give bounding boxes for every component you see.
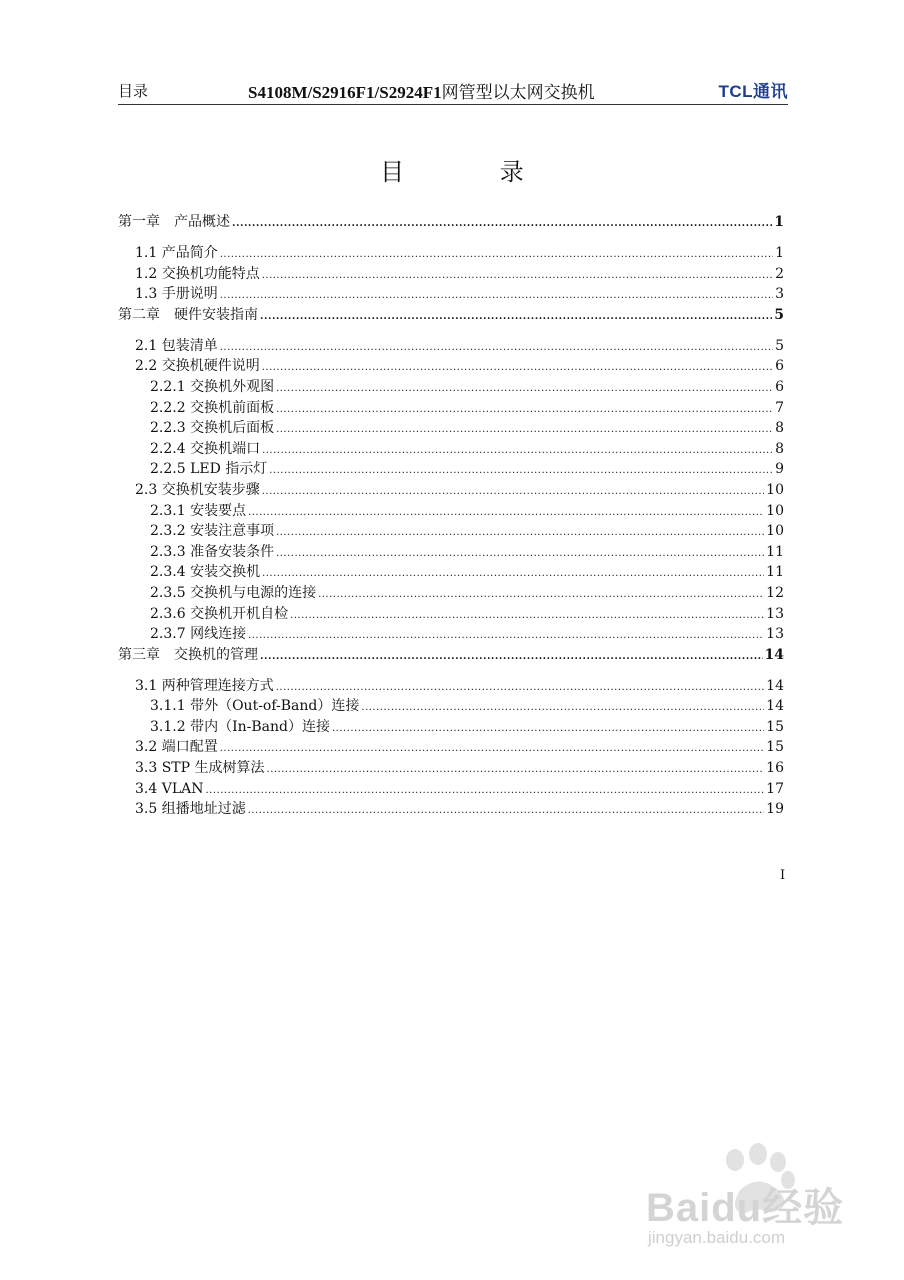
toc-entry[interactable] <box>118 459 784 480</box>
toc-entry[interactable] <box>118 336 784 357</box>
toc-entry-page: 19 <box>766 801 784 818</box>
toc-dot-leader <box>262 564 764 584</box>
toc-entry[interactable] <box>118 717 784 738</box>
toc-dot-leader <box>262 358 773 378</box>
toc-entry-label: 2.2.2 交换机前面板 <box>150 399 275 416</box>
toc-entry-label: 2.3.3 准备安装条件 <box>150 543 275 560</box>
toc-dot-leader <box>262 482 764 502</box>
toc-entry-label: 2.3.4 安装交换机 <box>150 564 261 581</box>
toc-dot-leader <box>269 461 773 481</box>
toc-entry[interactable] <box>118 624 784 645</box>
toc-entry-label: 3.1.1 带外（Out-of-Band）连接 <box>150 698 360 715</box>
toc-entry-label: 第三章 交换机的管理 <box>118 646 258 663</box>
toc-entry-label: 1.2 交换机功能特点 <box>135 265 260 282</box>
toc-entry-label: 2.2.1 交换机外观图 <box>150 378 275 395</box>
toc-entry-page: 2 <box>775 265 784 282</box>
toc-entry-page: 5 <box>775 337 784 354</box>
toc-entry[interactable] <box>118 305 784 329</box>
toc-entry[interactable] <box>118 264 784 285</box>
toc-entry[interactable] <box>118 212 784 236</box>
toc-entry-label: 3.3 STP 生成树算法 <box>135 760 265 777</box>
toc-entry-page: 8 <box>775 420 784 437</box>
toc-dot-leader <box>248 801 764 821</box>
toc-entry-page: 6 <box>775 358 784 375</box>
toc-entry-label: 3.1.2 带内（In-Band）连接 <box>150 718 330 735</box>
toc-entry-page: 1 <box>774 214 784 230</box>
toc-entry-page: 16 <box>766 760 784 777</box>
toc-entry[interactable] <box>118 398 784 419</box>
toc-dot-leader <box>220 338 773 358</box>
toc-entry[interactable] <box>118 583 784 604</box>
toc-entry[interactable] <box>118 799 784 820</box>
toc-entry-page: 10 <box>766 502 784 519</box>
toc-entry-page: 5 <box>774 306 784 323</box>
toc-dot-leader <box>267 760 765 780</box>
toc-entry-page: 10 <box>766 481 784 498</box>
toc-entry-label: 3.5 组播地址过滤 <box>135 801 246 818</box>
toc-dot-leader <box>276 420 773 440</box>
toc-entry-page: 10 <box>766 523 784 540</box>
page-title: 目 录 <box>380 158 568 186</box>
watermark-url: jingyan.baidu.com <box>648 1228 786 1247</box>
toc-dot-leader <box>276 379 773 399</box>
toc-entry-label: 1.1 产品简介 <box>135 245 218 261</box>
toc-dot-leader <box>220 245 773 265</box>
toc-entry-page: 1 <box>775 245 784 261</box>
toc-entry-label: 2.2.5 LED 指示灯 <box>150 461 268 478</box>
toc-dot-leader <box>262 266 773 286</box>
toc-dot-leader <box>260 647 763 667</box>
toc-entry-label: 2.3.2 安装注意事项 <box>150 523 275 540</box>
toc-dot-leader <box>232 214 772 234</box>
toc-entry-page: 13 <box>766 605 784 622</box>
toc-entry-page: 3 <box>775 286 784 303</box>
toc-entry-label: 3.4 VLAN <box>135 780 204 797</box>
toc-entry[interactable] <box>118 562 784 583</box>
toc-entry[interactable] <box>118 418 784 439</box>
header-document-title <box>248 78 595 103</box>
toc-entry-page: 13 <box>766 626 784 643</box>
toc-entry-label: 2.2.3 交换机后面板 <box>150 420 275 437</box>
toc-entry[interactable] <box>118 604 784 625</box>
page-header <box>118 78 788 105</box>
toc-entry-label: 2.1 包装清单 <box>135 337 218 354</box>
toc-entry-page: 12 <box>766 584 784 601</box>
toc-entry[interactable] <box>118 676 784 697</box>
toc-entry[interactable] <box>118 696 784 717</box>
toc-entry[interactable] <box>118 377 784 398</box>
tcl-logo: TCL通讯 <box>718 82 788 101</box>
toc-entry[interactable] <box>118 439 784 460</box>
toc-dot-leader <box>276 678 764 698</box>
toc-entry-label: 2.3.6 交换机开机自检 <box>150 605 289 622</box>
toc-entry[interactable] <box>118 737 784 758</box>
toc-entry-page: 14 <box>766 677 784 694</box>
toc-entry[interactable] <box>118 243 784 264</box>
header-section-label: 目录 <box>118 82 149 100</box>
toc-entry-page: 15 <box>766 739 784 756</box>
watermark-brand: Baidu经验 <box>646 1186 845 1230</box>
toc-entry-label: 第一章 产品概述 <box>118 214 230 230</box>
toc-entry-page: 17 <box>766 780 784 797</box>
toc-entry-label: 2.2.4 交换机端口 <box>150 440 261 457</box>
toc-entry-page: 14 <box>764 646 784 663</box>
toc-entry-label: 1.3 手册说明 <box>135 286 218 303</box>
toc-entry-page: 7 <box>775 399 784 416</box>
toc-dot-leader <box>332 719 764 739</box>
toc-entry-label: 2.3.1 安装要点 <box>150 502 247 519</box>
toc-entry-label: 2.3.5 交换机与电源的连接 <box>150 584 317 601</box>
toc-entry-page: 11 <box>766 543 784 560</box>
toc-entry[interactable] <box>118 284 784 305</box>
toc-entry-page: 15 <box>766 718 784 735</box>
toc-entry-label: 3.2 端口配置 <box>135 739 218 756</box>
toc-dot-leader <box>248 626 764 646</box>
toc-entry-label: 2.3.7 网线连接 <box>150 626 247 643</box>
toc-dot-leader <box>220 739 764 759</box>
toc-entry-label: 第二章 硬件安装指南 <box>118 306 258 323</box>
toc-entry[interactable] <box>118 356 784 377</box>
toc-entry-page: 9 <box>775 461 784 478</box>
toc-entry-page: 14 <box>766 698 784 715</box>
toc-dot-leader <box>361 698 764 718</box>
toc-entry-label: 2.2 交换机硬件说明 <box>135 358 260 375</box>
table-of-contents <box>118 212 784 820</box>
toc-dot-leader <box>262 441 773 461</box>
toc-entry[interactable] <box>118 542 784 563</box>
toc-entry[interactable] <box>118 645 784 669</box>
toc-entry[interactable] <box>118 501 784 522</box>
toc-entry-label: 3.1 两种管理连接方式 <box>135 677 274 694</box>
toc-entry[interactable] <box>118 521 784 542</box>
toc-dot-leader <box>276 400 773 420</box>
page-number: I <box>780 868 786 883</box>
toc-entry-page: 6 <box>775 378 784 395</box>
toc-entry[interactable] <box>118 779 784 800</box>
header-model: S4108M/S2916F1/S2924F1 <box>248 83 442 102</box>
toc-entry-page: 8 <box>775 440 784 457</box>
toc-dot-leader <box>260 307 772 327</box>
toc-entry[interactable] <box>118 480 784 501</box>
toc-dot-leader <box>248 503 764 523</box>
toc-entry-page: 11 <box>766 564 784 581</box>
toc-dot-leader <box>205 781 764 801</box>
toc-entry[interactable] <box>118 758 784 779</box>
toc-entry-label: 2.3 交换机安装步骤 <box>135 481 260 498</box>
toc-dot-leader <box>290 606 764 626</box>
toc-dot-leader <box>276 523 764 543</box>
toc-dot-leader <box>276 544 764 564</box>
toc-dot-leader <box>318 585 764 605</box>
header-title-rest: 网管型以太网交换机 <box>441 83 595 103</box>
toc-dot-leader <box>220 286 773 306</box>
